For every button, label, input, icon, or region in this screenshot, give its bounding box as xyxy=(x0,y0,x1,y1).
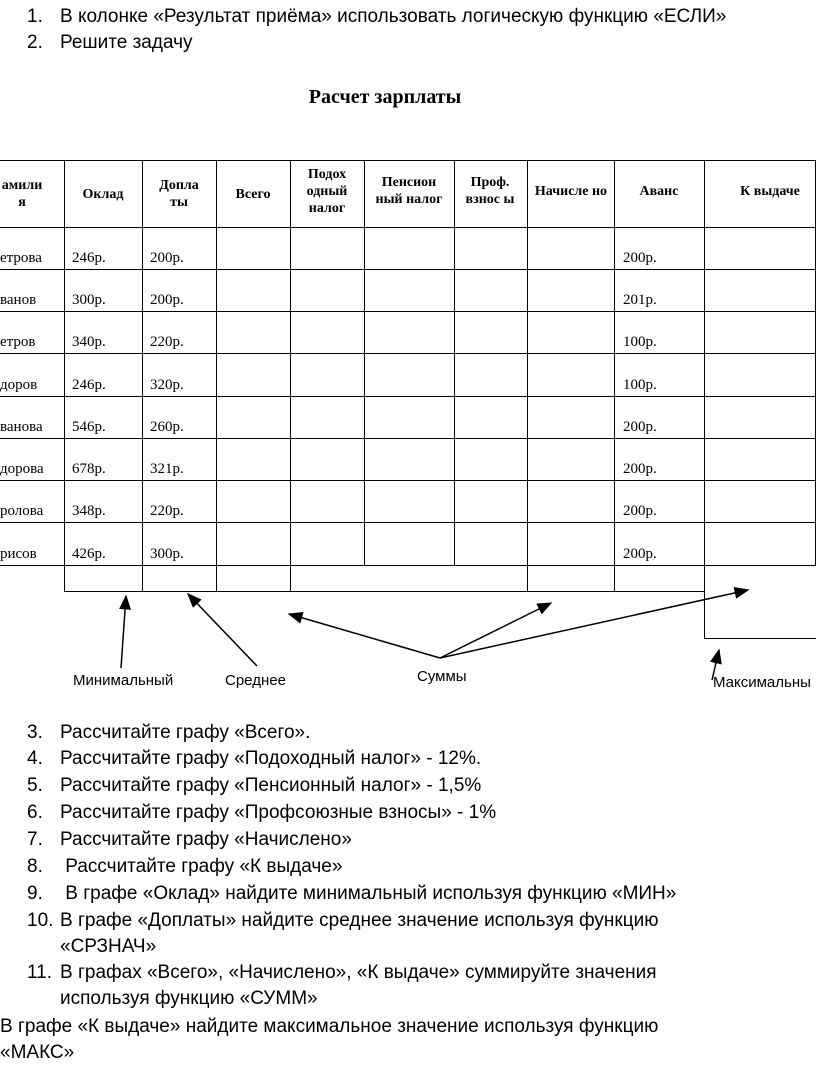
task-number: 7. xyxy=(27,829,43,850)
cell-avans: 200р. xyxy=(623,419,657,435)
task-text: В графе «Оклад» найдите минимальный используя функцию «МИН» xyxy=(60,883,677,904)
task-text: В графах «Всего», «Начислено», «К выдаче» суммируйте значения xyxy=(60,962,657,983)
cell-doplaty: 321р. xyxy=(150,461,184,477)
header-k-vydache: К выдаче xyxy=(740,183,800,199)
cell-doplaty: 220р. xyxy=(150,503,184,519)
task-text: Рассчитайте графу «Пенсионный налог» - 1,5% xyxy=(60,775,482,796)
header-nachisleno: Начисле но xyxy=(534,183,608,199)
task-text: Рассчитайте графу «Профсоюзные взносы» - 1% xyxy=(60,802,497,823)
task-8 xyxy=(27,856,342,878)
task-4 xyxy=(27,748,481,770)
label-sums: Суммы xyxy=(417,668,467,685)
task-5 xyxy=(27,775,481,797)
cell-doplaty: 200р. xyxy=(150,250,184,266)
cell-name: ванов xyxy=(0,292,37,308)
task-text: Рассчитайте графу «К выдаче» xyxy=(60,856,343,877)
cell-oklad: 678р. xyxy=(72,461,106,477)
cell-name: дорова xyxy=(0,461,44,477)
task-number: 3. xyxy=(27,722,43,743)
page-title: Расчет зарплаты xyxy=(308,86,462,108)
cell-name: доров xyxy=(0,377,38,393)
task-10-cont xyxy=(27,936,156,958)
arrow-sum-3 xyxy=(440,590,748,658)
cell-avans: 200р. xyxy=(623,250,657,266)
label-max: Максимальны xyxy=(713,674,811,691)
cell-oklad: 340р. xyxy=(72,334,106,350)
cell-oklad: 246р. xyxy=(72,250,106,266)
header-prof: Проф. взнос ы xyxy=(465,175,515,207)
cell-name: рисов xyxy=(0,546,37,562)
cell-doplaty: 320р. xyxy=(150,377,184,393)
arrow-sum-2 xyxy=(440,603,551,658)
cell-oklad: 546р. xyxy=(72,419,106,435)
task-10 xyxy=(27,910,658,932)
cell-name: ванова xyxy=(0,419,43,435)
header-podohodny: Подох одный налог xyxy=(306,166,348,216)
task-number: 2. xyxy=(27,32,43,53)
cell-avans: 201р. xyxy=(623,292,657,308)
task-text: Рассчитайте графу «Подоходный налог» - 12%. xyxy=(60,748,482,769)
task-text: Рассчитайте графу «Начислено» xyxy=(60,829,352,850)
task-text: Решите задачу xyxy=(60,32,193,53)
task-7 xyxy=(27,829,352,851)
header-vsego: Всего xyxy=(235,186,271,202)
task-number: 4. xyxy=(27,748,43,769)
cell-doplaty: 300р. xyxy=(150,546,184,562)
header-pensionny: Пенсион ный налог xyxy=(375,175,443,207)
cell-avans: 100р. xyxy=(623,377,657,393)
cell-oklad: 300р. xyxy=(72,292,106,308)
task-number: 10. xyxy=(27,910,54,931)
cell-name: етрова xyxy=(0,250,42,266)
task-11-cont xyxy=(27,988,318,1010)
task-9 xyxy=(27,883,676,905)
cell-oklad: 348р. xyxy=(72,503,106,519)
task-3 xyxy=(27,722,310,744)
cell-name: етров xyxy=(0,334,36,350)
cell-doplaty: 200р. xyxy=(150,292,184,308)
task-11 xyxy=(27,962,657,984)
header-familiya: амили я xyxy=(1,178,43,210)
cell-doplaty: 220р. xyxy=(150,334,184,350)
task-6 xyxy=(27,802,496,824)
task-number: 6. xyxy=(27,802,43,823)
task-number: 9. xyxy=(27,883,43,904)
task-number: 5. xyxy=(27,775,43,796)
cell-oklad: 426р. xyxy=(72,546,106,562)
task-text: В графе «Доплаты» найдите среднее значение используя функцию xyxy=(60,910,659,931)
label-min: Минимальный xyxy=(73,672,174,689)
arrow-avg xyxy=(188,594,257,666)
cell-name: ролова xyxy=(0,503,44,519)
arrow-sum-1 xyxy=(289,614,440,658)
task-text: Рассчитайте графу «Всего». xyxy=(60,722,311,743)
cell-avans: 200р. xyxy=(623,503,657,519)
task-number: 8. xyxy=(27,856,43,877)
task-text: используя функцию «СУММ» xyxy=(60,988,318,1009)
task-number: 11. xyxy=(27,962,53,983)
label-avg: Среднее xyxy=(225,672,286,689)
cell-avans: 200р. xyxy=(623,546,657,562)
header-avans: Аванс xyxy=(639,183,679,199)
header-oklad: Оклад xyxy=(82,186,124,202)
cell-avans: 100р. xyxy=(623,334,657,350)
task-number: 1. xyxy=(27,6,43,27)
cell-avans: 200р. xyxy=(623,461,657,477)
cell-doplaty: 260р. xyxy=(150,419,184,435)
cell-oklad: 246р. xyxy=(72,377,106,393)
final-task-line-2: «МАКС» xyxy=(0,1042,75,1063)
header-doplaty: Допла ты xyxy=(159,178,199,210)
task-text: «СРЗНАЧ» xyxy=(60,936,157,957)
final-task-line-1: В графе «К выдаче» найдите максимальное значение используя функцию xyxy=(0,1016,659,1037)
task-text: В колонке «Результат приёма» использовать логическую функцию «ЕСЛИ» xyxy=(60,6,727,27)
arrow-min xyxy=(121,596,126,668)
